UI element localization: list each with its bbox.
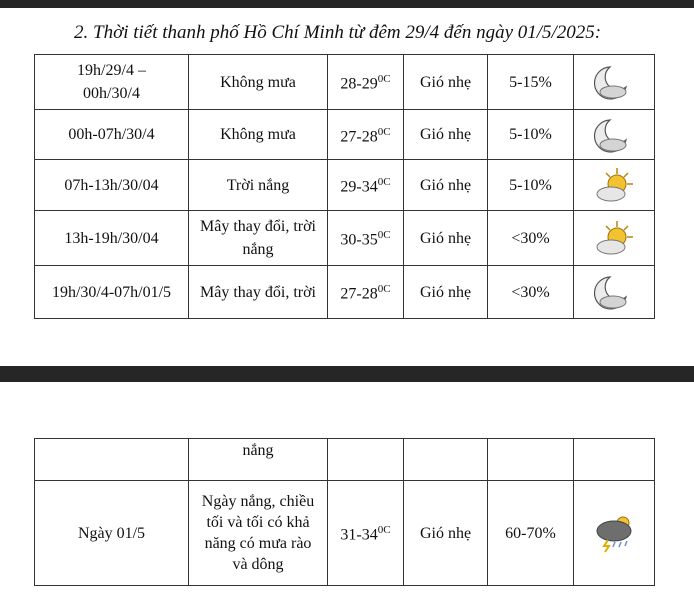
wind-cell <box>404 439 488 481</box>
wind-cell: Gió nhẹ <box>404 266 488 319</box>
temperature-cell: $28-29^{0C}$ <box>328 55 404 110</box>
weather-table-2 <box>34 438 655 586</box>
weather-cell: Trời nắng <box>189 160 328 211</box>
wind-cell: Gió nhẹ <box>404 110 488 160</box>
time-cell: Ngày 01/5 <box>35 481 189 586</box>
dark-top-band <box>0 0 694 8</box>
temperature-cell: $29-34^{0C}$ <box>328 160 404 211</box>
icon-cell <box>574 481 655 586</box>
rain-chance-cell: <30% <box>488 266 574 319</box>
moon-cloud-icon <box>592 272 636 312</box>
table-row <box>35 266 655 319</box>
dark-divider-band <box>0 366 694 382</box>
table-row <box>35 439 655 481</box>
temperature-cell: $30-35^{0C}$ <box>328 211 404 266</box>
time-cell <box>35 439 189 481</box>
icon-cell <box>574 160 655 211</box>
page-heading: 2. Thời tiết thanh phố Hồ Chí Minh từ đêm 29/4 đến ngày 01/5/2025: <box>74 22 602 43</box>
icon-cell <box>574 266 655 319</box>
rain-chance-cell: <30% <box>488 211 574 266</box>
wind-cell: Gió nhẹ <box>404 55 488 110</box>
thunderstorm-icon <box>592 513 636 553</box>
time-cell: 07h-13h/30/04 <box>35 160 189 211</box>
icon-cell <box>574 55 655 110</box>
moon-cloud-icon <box>592 115 636 155</box>
rain-chance-cell: 5-15% <box>488 55 574 110</box>
rain-chance-cell: 5-10% <box>488 160 574 211</box>
table-row <box>35 160 655 211</box>
wind-cell: Gió nhẹ <box>404 160 488 211</box>
table-row <box>35 110 655 160</box>
time-cell: 13h-19h/30/04 <box>35 211 189 266</box>
rain-chance-cell: 60-70% <box>488 481 574 586</box>
temperature-cell: $31-34^{0C}$ <box>328 481 404 586</box>
weather-cell: nắng <box>189 439 328 481</box>
time-cell: 19h/30/4-07h/01/5 <box>35 266 189 319</box>
temperature-cell: $27-28^{0C}$ <box>328 266 404 319</box>
wind-cell: Gió nhẹ <box>404 211 488 266</box>
weather-table-1 <box>34 54 655 319</box>
weather-cell: Mây thay đổi, trời nắng <box>189 211 328 266</box>
temperature-cell <box>328 439 404 481</box>
icon-cell <box>574 439 655 481</box>
time-cell: 00h-07h/30/4 <box>35 110 189 160</box>
weather-cell: Không mưa <box>189 110 328 160</box>
table-row <box>35 481 655 586</box>
sun-cloud-icon <box>592 165 636 205</box>
rain-chance-cell <box>488 439 574 481</box>
rain-chance-cell: 5-10% <box>488 110 574 160</box>
moon-cloud-icon <box>592 62 636 102</box>
weather-cell: Không mưa <box>189 55 328 110</box>
wind-cell: Gió nhẹ <box>404 481 488 586</box>
table-row <box>35 55 655 110</box>
time-cell: 19h/29/4 – 00h/30/4 <box>35 55 189 110</box>
icon-cell <box>574 211 655 266</box>
weather-cell: Ngày nắng, chiều tối và tối có khả năng có mưa rào và dông <box>189 481 328 586</box>
weather-cell: Mây thay đổi, trời <box>189 266 328 319</box>
sun-cloud-icon <box>592 218 636 258</box>
temperature-cell: $27-28^{0C}$ <box>328 110 404 160</box>
table-row <box>35 211 655 266</box>
icon-cell <box>574 110 655 160</box>
